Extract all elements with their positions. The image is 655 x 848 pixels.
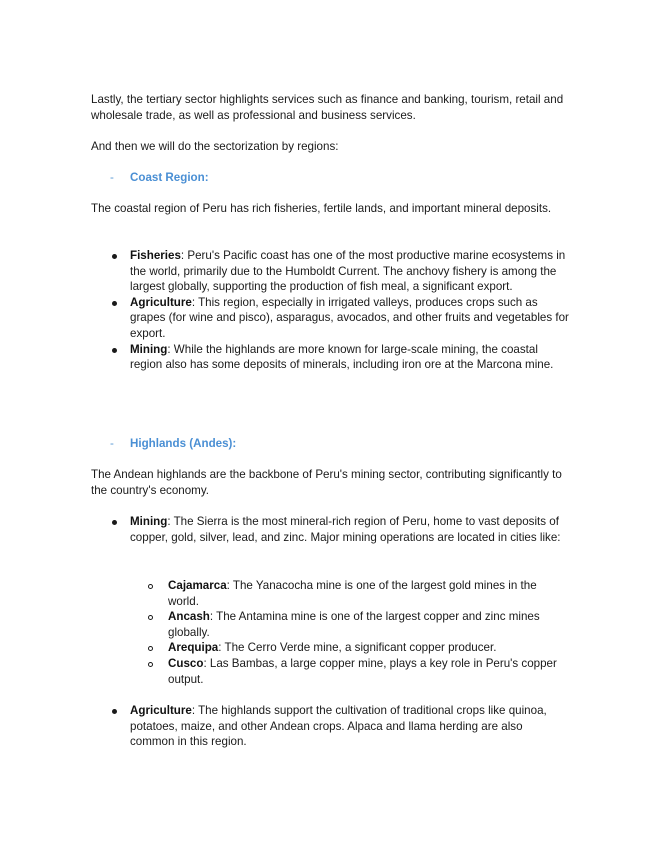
list-item: [148, 578, 568, 609]
highlands-mining-list: [110, 514, 570, 545]
circle-bullet-icon: [148, 584, 153, 589]
city-name: Cajamarca: [168, 579, 227, 592]
list-item: [110, 342, 570, 373]
circle-bullet-icon: [148, 662, 153, 667]
item-term: Mining: [130, 342, 168, 356]
list-item: [110, 295, 570, 342]
list-item: [148, 640, 568, 656]
item-term: Mining: [130, 515, 168, 528]
item-text: : This region, especially in irrigated valleys, produces crops such as grapes (for wine and pisco), asparagus, avocados, and other fruits and vegetables for export.: [130, 295, 569, 340]
heading-highlands-title: Highlands (Andes):: [130, 437, 237, 450]
bullet-icon: [112, 301, 117, 306]
bullet-icon: [112, 348, 117, 353]
paragraph-highlands-intro: The Andean highlands are the backbone of Peru's mining sector, contributing significantly to the country's economy.: [91, 468, 562, 497]
item-term: Agriculture: [130, 704, 192, 717]
bullet-icon: [112, 709, 117, 714]
paragraph-coast-intro: The coastal region of Peru has rich fisheries, fertile lands, and important mineral deposits.: [91, 202, 552, 215]
item-text: : The Sierra is the most mineral-rich region of Peru, home to vast deposits of copper, gold, silver, lead, and zinc. Major mining operations are located in cities like:: [130, 515, 561, 544]
item-term: Agriculture: [130, 295, 192, 309]
list-item: [110, 703, 570, 750]
city-text: : The Cerro Verde mine, a significant copper producer.: [218, 641, 497, 655]
heading-dash: -: [110, 437, 114, 450]
list-item: [110, 248, 570, 295]
city-name: Ancash: [168, 610, 210, 624]
heading-dash: -: [110, 171, 114, 184]
heading-coast-region: [110, 170, 209, 186]
item-text: : Peru's Pacific coast has one of the most productive marine ecosystems in the world, primarily due to the Humboldt Current. The anchovy fishery is among the largest globally, supporting the production of fish meal, a significant export.: [130, 249, 566, 294]
coast-bullet-list: [110, 248, 570, 373]
list-item: [148, 609, 568, 640]
circle-bullet-icon: [148, 646, 153, 651]
list-item: [148, 656, 568, 687]
city-name: Arequipa: [168, 641, 219, 655]
heading-highlands: [110, 436, 236, 452]
bullet-icon: [112, 254, 117, 259]
city-text: : Las Bambas, a large copper mine, plays a key role in Peru's copper output.: [168, 656, 557, 686]
highlands-agriculture-list: [110, 703, 570, 750]
circle-bullet-icon: [148, 615, 153, 620]
list-item: [110, 514, 570, 545]
bullet-icon: [112, 520, 117, 525]
item-text: : The highlands support the cultivation of traditional crops like quinoa, potatoes, maize, and other Andean crops. Alpaca and llama herding are also common in this region.: [130, 704, 547, 749]
city-text: : The Antamina mine is one of the largest copper and zinc mines globally.: [168, 610, 540, 639]
city-name: Cusco: [168, 656, 204, 670]
paragraph-regions-intro: And then we will do the sectorization by regions:: [91, 140, 339, 153]
mining-cities-list: [148, 578, 568, 687]
city-text: : The Yanacocha mine is one of the largest gold mines in the world.: [168, 579, 537, 608]
heading-coast-title: Coast Region:: [130, 171, 209, 184]
paragraph-tertiary-sector: Lastly, the tertiary sector highlights services such as finance and banking, tourism, retail and wholesale trade, as well as professional and business services.: [91, 93, 564, 122]
item-text: : While the highlands are more known for large-scale mining, the coastal region also has some deposits of minerals, including iron ore at the Marcona mine.: [130, 342, 554, 372]
item-term: Fisheries: [130, 249, 181, 262]
